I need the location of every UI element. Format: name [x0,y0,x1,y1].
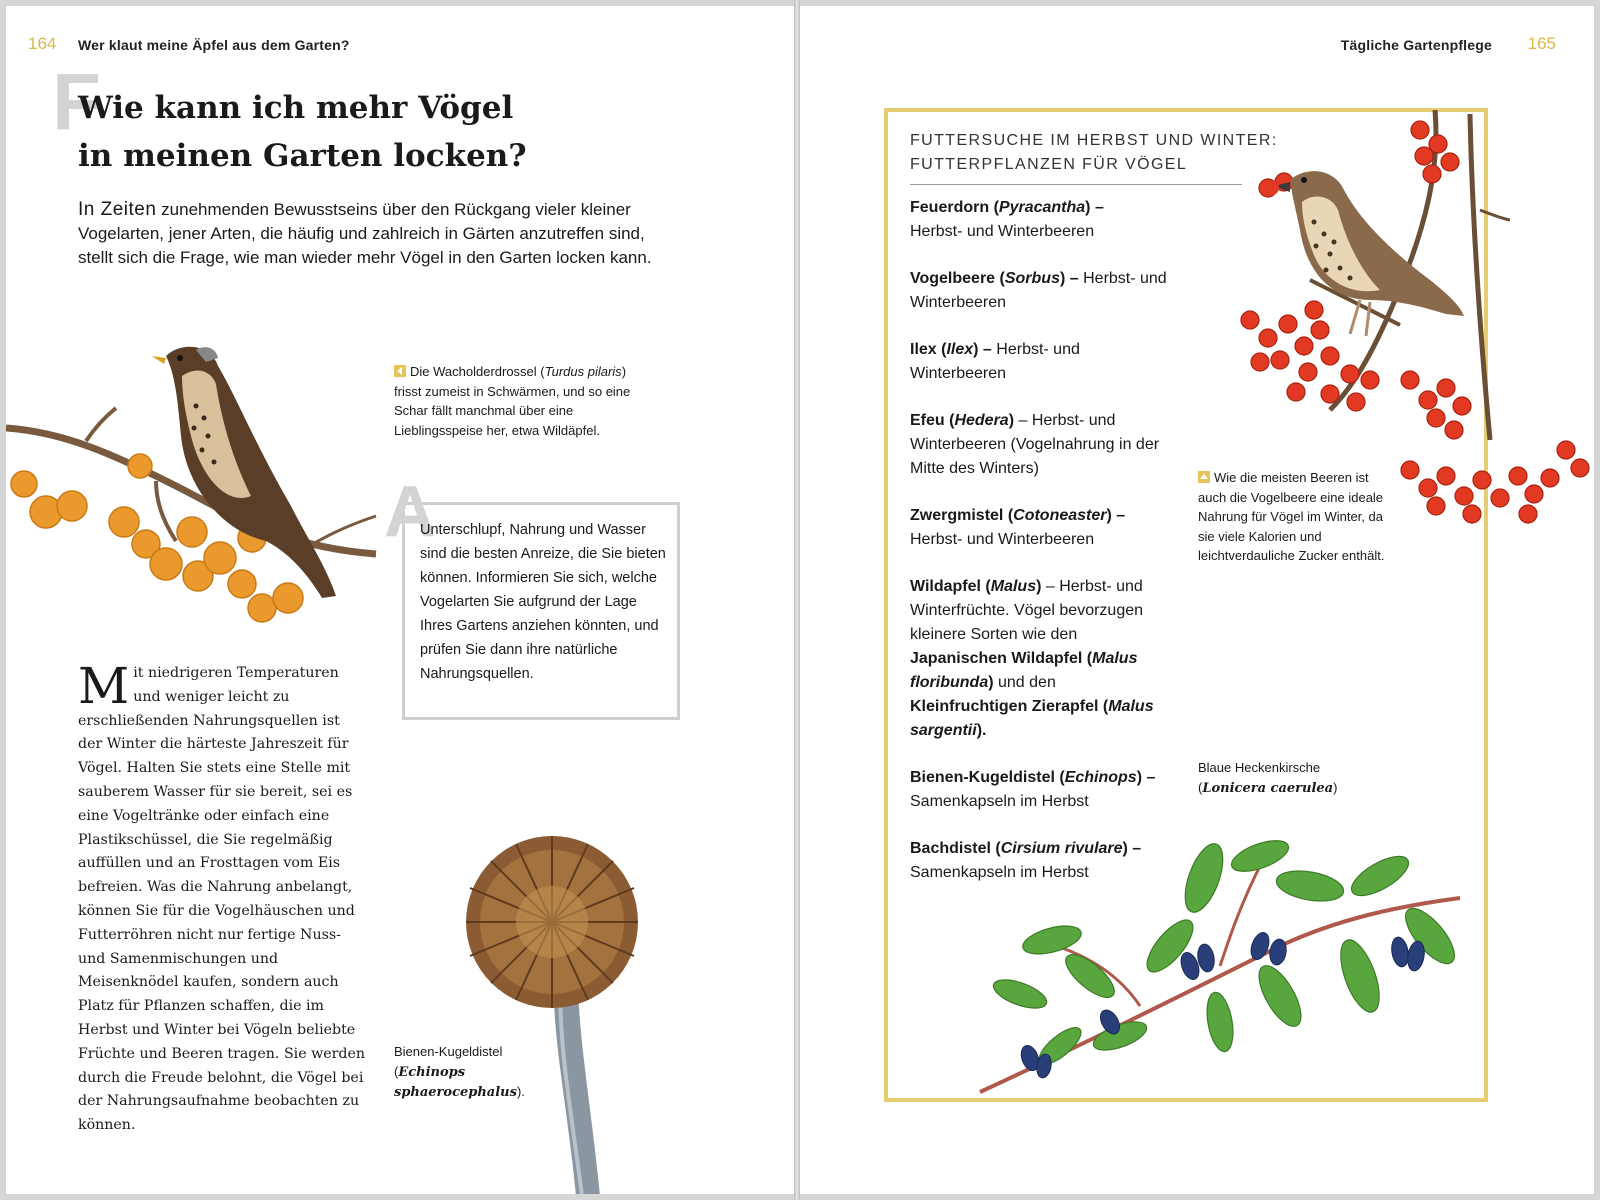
box-letter: A [384,472,436,552]
honeysuckle-illustration [960,826,1480,1116]
page-number-left: 164 [28,34,57,53]
drop-cap: M [78,657,130,715]
list-item: Zwergmistel (Cotoneaster) – Herbst- und Winterbeeren [910,507,1126,548]
right-page [800,6,1594,1194]
caption-fieldfare: Die Wacholderdrossel (Turdus pilaris) frisst zumeist in Schwärmen, und so eine Schar fällt manchmal über eine Lieblingsspeise her, etwa Wildäpfel. [394,364,631,438]
running-head-left: Wer klaut meine Äpfel aus dem Garten? [78,37,350,53]
tip-box-text: Unterschlupf, Nahrung und Wasser sind die besten Anreize, die Sie bieten können. Informieren Sie sich, welche Vogelarten Sie aufgrund der Lage Ihres Gartens anziehen könnten, und prüfen Sie dann ihre natürliche Nahrungsquellen. [420,522,666,682]
list-item: Ilex (Ilex) – Herbst- und Winterbeeren [910,341,1080,382]
list-item: Feuerdorn (Pyracantha) – Herbst- und Winterbeeren [910,199,1104,240]
list-item: Bienen-Kugeldistel (Echinops) – Samenkapseln im Herbst [910,769,1156,810]
list-item: Vogelbeere (Sorbus) – Herbst- und Winterbeeren [910,270,1167,311]
page-title [78,84,638,180]
fieldfare-illustration [6,336,396,636]
caption-pointer-icon [1198,471,1210,483]
caption-pointer-icon [394,365,406,377]
globe-thistle-illustration [436,836,676,1194]
left-page [6,6,794,1194]
plant-list [910,196,1170,908]
page-number-right: 165 [1527,34,1556,53]
intro-paragraph [78,198,668,270]
body-paragraph: Mit niedrigeren Temperaturen und weniger leicht zu erschließenden Nahrungsquellen ist der Winter die härteste Jahreszeit für Vögel. Halten Sie stets eine Stelle mit sauberem Wasser für sie bereit, sei es eine Vogeltränke oder einfach eine Plastikschüssel, die Sie regelmäßig auffüllen und an Frosttagen vom Eis befreien. Was die Nahrung anbelangt, können Sie für die Vogelhäuschen und Futterröhren nicht nur fertige Nuss- und Samenmischungen und Meisenknödel kaufen, sondern auch Platz für Pflanzen schaffen, die im Herbst und Winter bei Vögeln beliebte Früchte und Beeren tragen. Sie werden durch die Freude belohnt, die Vögel bei der Nahrungsaufnahme beobachten zu können. [78,657,366,1134]
running-head-right: Tägliche Gartenpflege [1340,37,1492,53]
list-item: Bachdistel (Cirsium rivulare) – Samenkapseln im Herbst [910,840,1142,881]
title-line-2: in meinen Garten locken? [78,138,527,174]
caption-thistle: Bienen-Kugeldistel (Echinops sphaerocephalus). [394,1044,525,1100]
intro-text: zunehmenden Bewusstseins über den Rückgang vieler kleiner Vogelarten, jener Arten, die häufig und zahlreich in Gärten anzutreffen sind, stellt sich die Frage, wie man wieder mehr Vögel in den Garten locken kann. [78,200,652,267]
intro-smallcaps: In Zeiten [78,199,157,220]
feature-box-heading: FUTTERSUCHE IM HERBST UND WINTER: FUTTERPFLANZEN FÜR VÖGEL [910,132,1278,173]
title-line-1: Wie kann ich mehr Vögel [78,90,514,126]
list-item: Wildapfel (Malus) – Herbst- und Winterfrüchte. Vögel bevorzugen kleinere Sorten wie den Japanischen Wildapfel (Malus floribunda) und den Kleinfruchtigen Zierapfel (Malus sargentii). [910,578,1154,739]
section-letter: F [52,57,101,146]
caption-honeysuckle: Blaue Heckenkirsche (Lonicera caerulea) [1198,760,1338,796]
heading-rule [910,184,1242,185]
caption-rowan: Wie die meisten Beeren ist auch die Vogelbeere eine ideale Nahrung für Vögel im Winter, da sie viele Kalorien und leichtverdauliche Zucker enthält. [1198,470,1385,563]
list-item: Efeu (Hedera) – Herbst- und Winterbeeren (Vogelnahrung in der Mitte des Winters) [910,412,1160,477]
